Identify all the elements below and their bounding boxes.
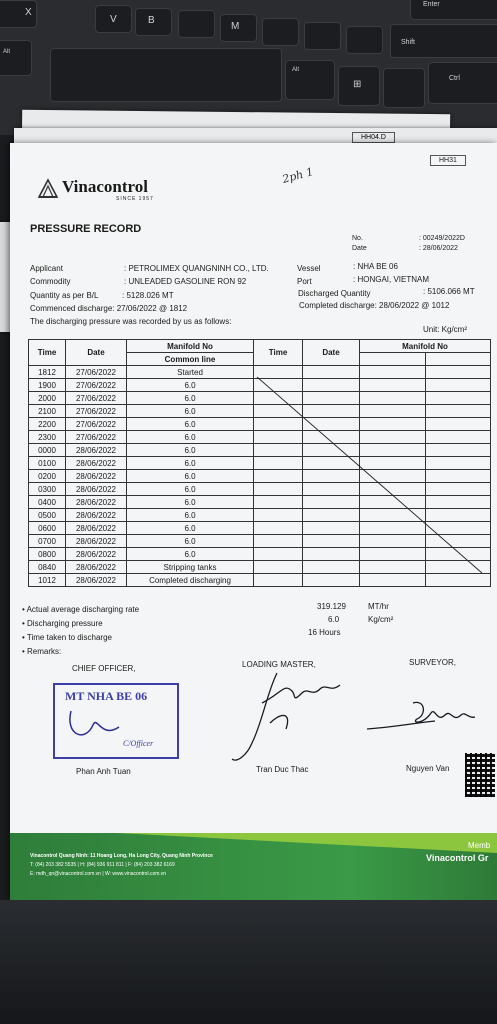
row-common-line: 6.0 — [127, 379, 254, 392]
time-taken-value: 16 Hours — [308, 628, 341, 637]
unit-label: Unit: Kg/cm² — [423, 325, 468, 334]
row-date: 28/06/2022 — [66, 496, 127, 509]
row-date: 27/06/2022 — [66, 379, 127, 392]
row-common-line: 6.0 — [127, 509, 254, 522]
rate-value: 319.129 — [317, 602, 346, 611]
quantity-bl-value: : 5128.026 MT — [122, 291, 174, 300]
footer-office: Vinacontrol Quang Ninh: 11 Hoang Long, Ha Long City, Quang Ninh Province — [30, 853, 213, 859]
footer-phones: T: (84) 203 382 5535 | H: (84) 936 911 811 | F: (84) 203 382 6169 — [30, 862, 175, 868]
footer-accent-stripe — [117, 833, 497, 853]
document-tag: HH31 — [430, 155, 466, 166]
surveyor-name: Nguyen Van — [406, 764, 450, 773]
date-label: Date — [352, 245, 367, 252]
col-manifold: Manifold No — [127, 340, 254, 353]
row-time: 2200 — [29, 418, 66, 431]
no-label: No. — [352, 235, 363, 242]
completed-discharge: Completed discharge: 28/06/2022 @ 1012 — [299, 301, 450, 310]
row-time: 0000 — [29, 444, 66, 457]
row-date: 27/06/2022 — [66, 418, 127, 431]
col-common-line: Common line — [127, 353, 254, 366]
chief-officer-title: CHIEF OFFICER, — [72, 664, 136, 673]
row-date: 27/06/2022 — [66, 405, 127, 418]
commodity-value: : UNLEADED GASOLINE RON 92 — [124, 277, 247, 286]
row-time: 2100 — [29, 405, 66, 418]
key-menu — [383, 68, 425, 108]
row-time: 0300 — [29, 483, 66, 496]
col-date-2: Date — [303, 340, 360, 366]
row-time: 2300 — [29, 431, 66, 444]
recorded-statement: The discharging pressure was recorded by us as follows: — [30, 317, 232, 326]
applicant-label: Applicant — [30, 264, 63, 273]
row-time: 1900 — [29, 379, 66, 392]
row-common-line: 6.0 — [127, 444, 254, 457]
no-value: : 00249/2022D — [419, 235, 465, 242]
desk-background — [0, 900, 497, 1024]
footer-member: Memb — [468, 841, 491, 850]
key-b: B — [135, 8, 172, 36]
pressure-label: • Discharging pressure — [22, 619, 103, 628]
row-common-line: Completed discharging — [127, 574, 254, 587]
time-taken-label: • Time taken to discharge — [22, 633, 112, 642]
back-paper-tag: HH04.D — [352, 132, 395, 143]
key-x: X — [0, 0, 37, 28]
row-date: 27/06/2022 — [66, 431, 127, 444]
key-slash — [346, 26, 383, 54]
loading-master-signature — [222, 663, 352, 768]
row-common-line: 6.0 — [127, 496, 254, 509]
row-date: 28/06/2022 — [66, 470, 127, 483]
row-common-line: 6.0 — [127, 405, 254, 418]
row-date: 28/06/2022 — [66, 535, 127, 548]
row-time: 0700 — [29, 535, 66, 548]
key-v: V — [95, 5, 132, 33]
row-time: 1812 — [29, 366, 66, 379]
vinacontrol-logo: Vinacontrol — [62, 177, 148, 196]
col-manifold-2: Manifold No — [360, 340, 491, 353]
row-date: 28/06/2022 — [66, 574, 127, 587]
port-value: : HONGAI, VIETNAM — [353, 275, 430, 284]
key-n — [178, 10, 215, 38]
surveyor-signature — [365, 693, 485, 738]
surveyor-title: SURVEYOR, — [409, 658, 456, 667]
row-date: 27/06/2022 — [66, 366, 127, 379]
row-date: 28/06/2022 — [66, 561, 127, 574]
key-alt-right: Alt — [285, 60, 335, 100]
footer-email: E: mdh_qn@vinacontrol.com.vn | W: www.vinacontrol.com.vn — [30, 871, 167, 877]
applicant-value: : PETROLIMEX QUANGNINH CO., LTD. — [124, 264, 269, 273]
page-title: PRESSURE RECORD — [30, 223, 142, 235]
vessel-label: Vessel — [297, 264, 321, 273]
row-time: 0500 — [29, 509, 66, 522]
windows-icon: ⊞ — [353, 79, 362, 90]
col-date: Date — [66, 340, 127, 366]
quantity-bl-label: Quantity as per B/L — [30, 291, 99, 300]
commodity-label: Commodity — [30, 277, 71, 286]
row-time: 0400 — [29, 496, 66, 509]
row-date: 27/06/2022 — [66, 392, 127, 405]
row-common-line: 6.0 — [127, 483, 254, 496]
row-common-line: 6.0 — [127, 418, 254, 431]
col-time: Time — [29, 340, 66, 366]
row-common-line: 6.0 — [127, 535, 254, 548]
row-time: 0200 — [29, 470, 66, 483]
key-windows — [338, 66, 380, 106]
footer-banner — [10, 833, 497, 900]
row-date: 28/06/2022 — [66, 522, 127, 535]
row-common-line: 6.0 — [127, 548, 254, 561]
date-value: : 28/06/2022 — [419, 245, 458, 252]
row-common-line: 6.0 — [127, 522, 254, 535]
row-time: 0100 — [29, 457, 66, 470]
row-common-line: Stripping tanks — [127, 561, 254, 574]
row-date: 28/06/2022 — [66, 444, 127, 457]
row-common-line: Started — [127, 366, 254, 379]
footer-group: Vinacontrol Gr — [426, 853, 489, 863]
port-label: Port — [297, 277, 312, 286]
strike-through-line — [10, 143, 497, 603]
row-date: 28/06/2022 — [66, 509, 127, 522]
col-time-2: Time — [254, 340, 303, 366]
row-time: 0840 — [29, 561, 66, 574]
key-m: M — [220, 14, 257, 42]
vessel-value: : NHA BE 06 — [353, 262, 398, 271]
handwritten-note: 2ph 1 — [280, 165, 315, 186]
row-date: 28/06/2022 — [66, 483, 127, 496]
key-enter: Enter — [410, 0, 497, 20]
key-alt-left: Alt — [0, 40, 32, 76]
row-date: 28/06/2022 — [66, 548, 127, 561]
key-ctrl: Ctrl — [428, 62, 497, 104]
key-period — [304, 22, 341, 50]
rate-unit: MT/hr — [368, 602, 389, 611]
qr-code — [465, 753, 495, 797]
pressure-value: 6.0 — [328, 615, 340, 624]
row-common-line: 6.0 — [127, 470, 254, 483]
row-time: 0600 — [29, 522, 66, 535]
key-comma — [262, 18, 299, 46]
key-space — [50, 48, 282, 102]
logo-since: SINCE 1957 — [116, 196, 154, 202]
rate-label: • Actual average discharging rate — [22, 605, 140, 614]
row-date: 28/06/2022 — [66, 457, 127, 470]
pressure-record-document — [10, 143, 497, 900]
discharged-quantity-label: Discharged Quantity — [298, 289, 371, 298]
row-time: 2000 — [29, 392, 66, 405]
row-common-line: 6.0 — [127, 431, 254, 444]
loading-master-name: Tran Duc Thac — [256, 765, 309, 774]
loading-master-title: LOADING MASTER, — [242, 660, 316, 669]
chief-signature — [65, 705, 125, 745]
stamp-sub: C/Officer — [123, 739, 154, 748]
row-common-line: 6.0 — [127, 392, 254, 405]
row-time: 0800 — [29, 548, 66, 561]
pressure-unit: Kg/cm² — [368, 615, 394, 624]
remarks-label: • Remarks: — [22, 647, 62, 656]
key-shift: Shift — [390, 24, 497, 58]
stamp-text: MT NHA BE 06 — [65, 689, 148, 703]
commenced-discharge: Commenced discharge: 27/06/2022 @ 1812 — [30, 304, 188, 313]
vessel-stamp — [53, 683, 179, 759]
row-time: 1012 — [29, 574, 66, 587]
chief-officer-name: Phan Anh Tuan — [76, 767, 131, 776]
discharged-quantity-value: : 5106.066 MT — [423, 287, 475, 296]
row-common-line: 6.0 — [127, 457, 254, 470]
